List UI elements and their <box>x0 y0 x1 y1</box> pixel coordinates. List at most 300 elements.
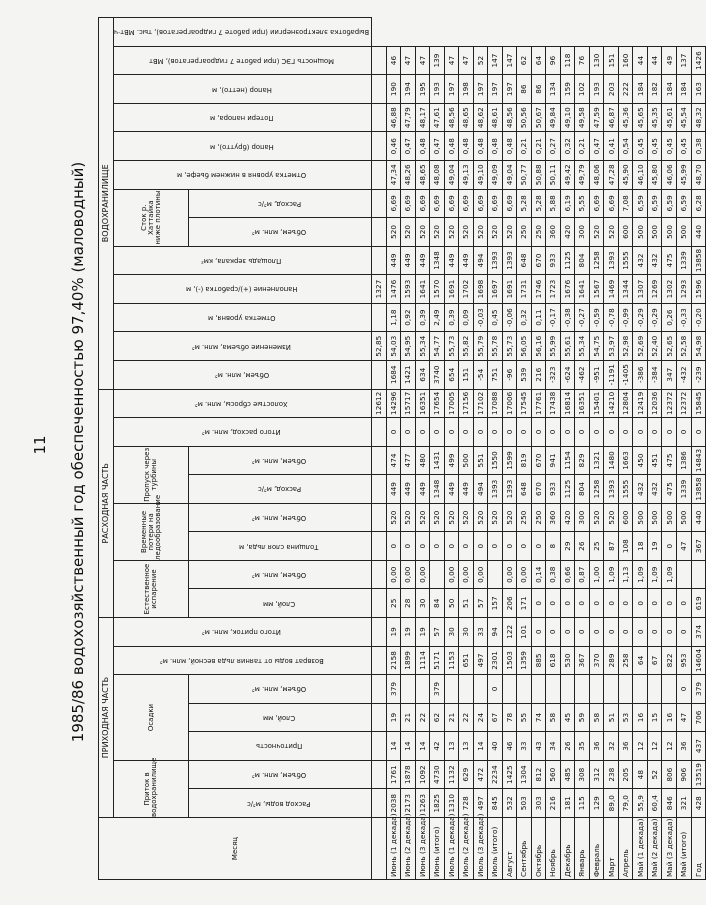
table-cell: Июнь (1 декада) <box>386 818 401 880</box>
table-cell: 5,88 <box>546 189 561 218</box>
header-col-15: Холостые сбросы, млн. м³ <box>114 389 372 418</box>
table-cell: 14 <box>401 732 416 761</box>
table-cell: 16351 <box>575 389 590 418</box>
table-cell: 17156 <box>459 389 474 418</box>
table-cell <box>372 218 387 247</box>
table-cell: 13 <box>459 732 474 761</box>
table-cell: 17102 <box>473 389 488 418</box>
table-cell: 55,82 <box>459 332 474 361</box>
table-cell: 1154 <box>560 446 575 475</box>
table-cell: 1344 <box>618 275 633 304</box>
table-cell: 45,35 <box>647 103 662 132</box>
table-cell: 0 <box>488 675 503 704</box>
table-cell: 0,32 <box>560 132 575 161</box>
table-cell: 2234 <box>488 760 503 789</box>
table-cell: 503 <box>517 789 532 818</box>
table-cell: 1307 <box>633 275 648 304</box>
table-cell: 520 <box>604 503 619 532</box>
table-cell: 102 <box>575 75 590 104</box>
table-cell: 47 <box>676 532 691 561</box>
table-cell: 0,27 <box>546 132 561 161</box>
table-cell: 0 <box>517 532 532 561</box>
table-cell: 1,13 <box>618 560 633 589</box>
table-cell: 1731 <box>517 275 532 304</box>
table-cell: 6,19 <box>560 189 575 218</box>
table-cell: 0,00 <box>444 560 459 589</box>
table-cell: 122 <box>502 618 517 647</box>
table-cell: 428 <box>691 789 706 818</box>
table-cell: 147 <box>488 46 503 75</box>
table-cell: 50,77 <box>517 161 532 190</box>
table-cell: 15401 <box>589 389 604 418</box>
table-row <box>430 18 445 880</box>
table-cell <box>531 675 546 704</box>
table-cell: 1698 <box>473 275 488 304</box>
year-total-row <box>691 18 706 880</box>
table-cell: 0,00 <box>473 560 488 589</box>
table-cell: 16351 <box>415 389 430 418</box>
table-row <box>604 18 619 880</box>
table-cell: 500 <box>647 218 662 247</box>
table-cell: 1641 <box>415 275 430 304</box>
table-cell: 500 <box>633 218 648 247</box>
table-cell: 0,26 <box>662 303 677 332</box>
table-row <box>488 18 503 880</box>
table-cell: 2173 <box>401 789 416 818</box>
table-cell: 53,97 <box>604 332 619 361</box>
table-cell: 1393 <box>604 475 619 504</box>
header-col-28: Выработка электроэнергии (при работе 7 гидроагрегатов), тыс. МВт·ч <box>114 18 372 47</box>
table-cell: 0 <box>502 532 517 561</box>
header-col-7: Итого приток, млн. м³ <box>114 618 372 647</box>
table-cell: 48,26 <box>401 161 416 190</box>
table-cell: 520 <box>502 218 517 247</box>
table-cell: 12372 <box>662 389 677 418</box>
table-cell: 0,45 <box>488 303 503 332</box>
table-cell: 45,54 <box>676 103 691 132</box>
table-cell: 0 <box>430 418 445 447</box>
header-col-23: Отметка уровня в нижнем бьефе, м <box>114 161 372 190</box>
table-cell: 1425 <box>502 760 517 789</box>
table-cell: 1469 <box>604 275 619 304</box>
table-cell: 86 <box>531 75 546 104</box>
table-cell: 56,16 <box>531 332 546 361</box>
table-cell: -624 <box>560 360 575 389</box>
table-cell: 560 <box>546 760 561 789</box>
table-cell: 953 <box>676 646 691 675</box>
table-cell: 7,08 <box>618 189 633 218</box>
table-cell: 12419 <box>633 389 648 418</box>
table-cell: 0 <box>575 418 590 447</box>
table-cell: 379 <box>430 675 445 704</box>
table-cell: 1,09 <box>633 560 648 589</box>
table-cell <box>372 560 387 589</box>
table-cell: 312 <box>589 760 604 789</box>
table-cell: 0 <box>604 418 619 447</box>
table-cell: 0,48 <box>502 132 517 161</box>
table-cell: 55,99 <box>546 332 561 361</box>
table-cell: 250 <box>531 218 546 247</box>
table-cell: 0 <box>473 418 488 447</box>
table-cell: 520 <box>502 503 517 532</box>
table-cell: 654 <box>444 360 459 389</box>
table-cell: 475 <box>662 475 677 504</box>
table-cell: 55,34 <box>575 332 590 361</box>
table-cell: 118 <box>560 46 575 75</box>
table-cell: 0 <box>401 418 416 447</box>
table-cell: 0,11 <box>531 303 546 332</box>
table-cell: 12612 <box>372 389 387 418</box>
table-cell: 56,05 <box>517 332 532 361</box>
table-cell: 48,08 <box>430 161 445 190</box>
table-cell: 1567 <box>589 275 604 304</box>
header-col-8: Слой, мм <box>189 589 372 618</box>
table-cell: 0,92 <box>401 303 416 332</box>
table-cell: 0,00 <box>502 560 517 589</box>
table-cell: 1684 <box>386 360 401 389</box>
header-ice-losses: Временные потери на ледообразование <box>114 503 189 560</box>
table-cell: 52,69 <box>633 332 648 361</box>
table-cell <box>502 675 517 704</box>
table-row <box>575 18 590 880</box>
table-cell: 50,11 <box>546 161 561 190</box>
header-col-20: Площадь зеркала, км² <box>114 246 372 275</box>
table-cell: 370 <box>589 646 604 675</box>
table-cell: -54 <box>473 360 488 389</box>
table-cell: Июнь (2 декада) <box>401 818 416 880</box>
table-cell: 45,36 <box>618 103 633 132</box>
table-cell: 59 <box>575 703 590 732</box>
table-cell: -0,59 <box>589 303 604 332</box>
table-cell: -462 <box>575 360 590 389</box>
table-cell: 6,59 <box>676 189 691 218</box>
table-cell: 906 <box>676 760 691 789</box>
table-cell: 30 <box>444 618 459 647</box>
table-cell: 0 <box>618 618 633 647</box>
table-cell: 0,00 <box>415 560 430 589</box>
table-cell: 12 <box>633 732 648 761</box>
table-cell: Июнь (итого) <box>430 818 445 880</box>
table-cell: Июль (1 декада) <box>444 818 459 880</box>
table-cell: 845 <box>488 789 503 818</box>
table-cell: 0,45 <box>633 132 648 161</box>
table-cell: 45 <box>560 703 575 732</box>
table-cell: 16814 <box>560 389 575 418</box>
table-cell: 0 <box>662 589 677 618</box>
table-row <box>618 18 633 880</box>
table-cell: 4730 <box>430 760 445 789</box>
table-cell: 14843 <box>691 446 706 475</box>
table-cell: 0 <box>662 618 677 647</box>
table-cell: 48,62 <box>473 103 488 132</box>
table-cell: 520 <box>430 218 445 247</box>
header-col-16: Объем, млн. м³ <box>114 360 372 389</box>
table-cell: 500 <box>459 446 474 475</box>
table-cell: 0,47 <box>589 132 604 161</box>
table-cell: 19 <box>386 703 401 732</box>
table-cell: 48 <box>633 760 648 789</box>
table-cell: 182 <box>647 75 662 104</box>
table-cell: 1393 <box>488 475 503 504</box>
table-cell: Год <box>691 818 706 880</box>
table-cell: 0 <box>676 589 691 618</box>
table-cell: 52,58 <box>676 332 691 361</box>
table-row <box>589 18 604 880</box>
table-cell: Май (3 декада) <box>662 818 677 880</box>
table-cell: 619 <box>691 589 706 618</box>
table-cell: 28 <box>401 589 416 618</box>
table-cell: 300 <box>575 218 590 247</box>
table-cell: 520 <box>401 218 416 247</box>
table-cell <box>488 560 503 589</box>
header-col-18: Отметка уровня, м <box>114 303 372 332</box>
table-cell: 47,79 <box>401 103 416 132</box>
table-cell: Сентябрь <box>517 818 532 880</box>
table-cell: 16 <box>662 703 677 732</box>
table-cell: -0,33 <box>676 303 691 332</box>
table-cell: 1348 <box>430 475 445 504</box>
table-cell: 87 <box>604 532 619 561</box>
table-cell: 206 <box>502 589 517 618</box>
table-cell: 40 <box>488 732 503 761</box>
table-cell: 1697 <box>488 275 503 304</box>
table-cell: 0 <box>444 532 459 561</box>
table-cell: 0 <box>618 589 633 618</box>
table-cell: 1426 <box>691 46 706 75</box>
table-cell: 22 <box>459 703 474 732</box>
table-cell: 49,13 <box>459 161 474 190</box>
table-cell: 1702 <box>459 275 474 304</box>
table-cell: 499 <box>444 446 459 475</box>
table-cell: 477 <box>401 446 416 475</box>
table-cell: 26 <box>575 532 590 561</box>
table-cell: 1761 <box>386 760 401 789</box>
table-cell: 58 <box>546 703 561 732</box>
table-cell: 238 <box>604 760 619 789</box>
table-cell: 203 <box>604 75 619 104</box>
table-cell <box>372 446 387 475</box>
header-col-19: Наполнение (+)/сработка (-), м <box>114 275 372 304</box>
table-cell: 55,34 <box>415 332 430 361</box>
table-cell: 89,0 <box>604 789 619 818</box>
table-cell: 17006 <box>502 389 517 418</box>
table-cell: 0 <box>647 589 662 618</box>
table-cell: 432 <box>647 475 662 504</box>
table-cell: 1641 <box>575 275 590 304</box>
table-cell: 14210 <box>604 389 619 418</box>
table-cell: 47,34 <box>386 161 401 190</box>
table-cell: 134 <box>546 75 561 104</box>
table-cell: 6,69 <box>401 189 416 218</box>
table-cell: 829 <box>575 446 590 475</box>
table-cell: 1114 <box>415 646 430 675</box>
table-cell: 6,69 <box>444 189 459 218</box>
table-cell: -432 <box>676 360 691 389</box>
table-cell: 500 <box>676 503 691 532</box>
table-cell: 48,17 <box>415 103 430 132</box>
table-cell <box>372 161 387 190</box>
table-cell: 933 <box>546 246 561 275</box>
table-row <box>401 18 416 880</box>
table-cell: 0 <box>430 532 445 561</box>
table-cell: 1550 <box>488 446 503 475</box>
table-cell: 54,77 <box>430 332 445 361</box>
table-cell: 49,42 <box>560 161 575 190</box>
table-cell: 64 <box>531 46 546 75</box>
table-cell: 728 <box>459 789 474 818</box>
table-cell: -0,78 <box>604 303 619 332</box>
table-cell: 96 <box>546 46 561 75</box>
table-cell: 184 <box>676 75 691 104</box>
table-cell: 52,65 <box>662 332 677 361</box>
table-cell <box>575 675 590 704</box>
table-row <box>473 18 488 880</box>
table-cell: 0 <box>415 418 430 447</box>
table-cell: 79,0 <box>618 789 633 818</box>
table-cell: 48,65 <box>415 161 430 190</box>
header-col-13: Объем, млн. м³ <box>189 446 372 475</box>
table-cell: 600 <box>618 218 633 247</box>
table-cell: 0 <box>546 589 561 618</box>
table-cell: 0 <box>488 532 503 561</box>
table-cell: 432 <box>647 246 662 275</box>
table-cell: 216 <box>546 789 561 818</box>
table-body <box>372 18 706 880</box>
table-cell: 0 <box>662 532 677 561</box>
table-cell: 933 <box>546 475 561 504</box>
table-cell: 115 <box>575 789 590 818</box>
table-cell: 1663 <box>618 446 633 475</box>
table-cell: 181 <box>560 789 575 818</box>
table-cell: 532 <box>502 789 517 818</box>
table-cell: 163 <box>691 75 706 104</box>
table-cell: 94 <box>488 618 503 647</box>
table-cell: 50 <box>444 589 459 618</box>
table-cell: 194 <box>401 75 416 104</box>
table-cell: 50,67 <box>531 103 546 132</box>
table-cell: 0,32 <box>517 303 532 332</box>
table-cell: 670 <box>531 446 546 475</box>
table-cell: 250 <box>517 218 532 247</box>
table-cell: 648 <box>517 246 532 275</box>
table-cell: 6,69 <box>386 189 401 218</box>
header-income-group: ПРИХОДНАЯ ЧАСТЬ <box>99 618 114 818</box>
table-cell: 0,21 <box>575 132 590 161</box>
table-cell: 15 <box>647 703 662 732</box>
table-cell: 16 <box>633 703 648 732</box>
table-cell: 0 <box>444 418 459 447</box>
table-cell <box>372 103 387 132</box>
table-cell: 57 <box>473 589 488 618</box>
table-cell <box>662 675 677 704</box>
header-downstream-flow: Сток р. Хаттайка ниже плотины <box>114 189 189 246</box>
table-cell: 139 <box>430 46 445 75</box>
table-row <box>444 18 459 880</box>
table-cell: 0 <box>502 418 517 447</box>
table-cell: 0,54 <box>618 132 633 161</box>
table-cell <box>372 132 387 161</box>
page-number: 11 <box>31 435 49 455</box>
table-cell <box>633 675 648 704</box>
table-cell: 1263 <box>415 789 430 818</box>
table-cell: 1480 <box>604 446 619 475</box>
table-cell: 1431 <box>430 446 445 475</box>
table-cell: 55,9 <box>633 789 648 818</box>
table-cell: 52,85 <box>372 332 387 361</box>
table-cell: 48,56 <box>444 103 459 132</box>
table-cell: 520 <box>488 503 503 532</box>
table-cell: Июль (3 декада) <box>473 818 488 880</box>
table-cell: 6,59 <box>633 189 648 218</box>
table-cell: 45,61 <box>662 103 677 132</box>
table-cell: 19 <box>401 618 416 647</box>
table-cell: 449 <box>444 246 459 275</box>
table-cell: -0,27 <box>575 303 590 332</box>
table-cell: 47 <box>415 46 430 75</box>
table-cell: 45,90 <box>618 161 633 190</box>
table-cell: 55 <box>517 703 532 732</box>
table-cell: 1,09 <box>647 560 662 589</box>
table-cell: Май (2 декада) <box>647 818 662 880</box>
table-cell: 520 <box>415 218 430 247</box>
table-cell: 0 <box>691 418 706 447</box>
table-cell: 500 <box>633 503 648 532</box>
table-cell: 0 <box>633 589 648 618</box>
table-cell: 0,48 <box>415 132 430 161</box>
table-cell: 420 <box>560 503 575 532</box>
table-cell <box>372 75 387 104</box>
table-cell: 193 <box>430 75 445 104</box>
table-cell: 0 <box>531 618 546 647</box>
table-cell: 497 <box>473 646 488 675</box>
table-cell: 6,69 <box>488 189 503 218</box>
table-cell: 108 <box>618 532 633 561</box>
table-cell: 44 <box>647 46 662 75</box>
table-cell: 379 <box>386 675 401 704</box>
table-cell: 0 <box>415 532 430 561</box>
table-cell: 0 <box>676 675 691 704</box>
table-cell: 130 <box>589 46 604 75</box>
table-cell: 367 <box>575 646 590 675</box>
table-cell: 58 <box>589 703 604 732</box>
table-cell: 1596 <box>691 275 706 304</box>
table-cell: 44 <box>633 46 648 75</box>
table-cell: 48,06 <box>589 161 604 190</box>
table-cell <box>372 475 387 504</box>
table-row <box>459 18 474 880</box>
table-cell: 25 <box>386 589 401 618</box>
table-cell: 1393 <box>604 246 619 275</box>
table-cell: 1359 <box>517 646 532 675</box>
table-cell: Май (1 декада) <box>633 818 648 880</box>
table-cell: 14296 <box>386 389 401 418</box>
header-col-25: Потери напора, м <box>114 103 372 132</box>
table-cell: 1,18 <box>386 303 401 332</box>
table-cell: 449 <box>415 475 430 504</box>
table-cell: 751 <box>488 360 503 389</box>
table-cell: 885 <box>531 646 546 675</box>
table-cell: 0 <box>662 418 677 447</box>
table-cell: 497 <box>473 789 488 818</box>
table-cell: 222 <box>618 75 633 104</box>
table-cell: 45,99 <box>676 161 691 190</box>
table-cell <box>372 46 387 75</box>
table-cell: 1386 <box>676 446 691 475</box>
table-cell: 450 <box>633 446 648 475</box>
table-cell <box>691 560 706 589</box>
table-cell: 500 <box>676 218 691 247</box>
table-cell: 1503 <box>502 646 517 675</box>
